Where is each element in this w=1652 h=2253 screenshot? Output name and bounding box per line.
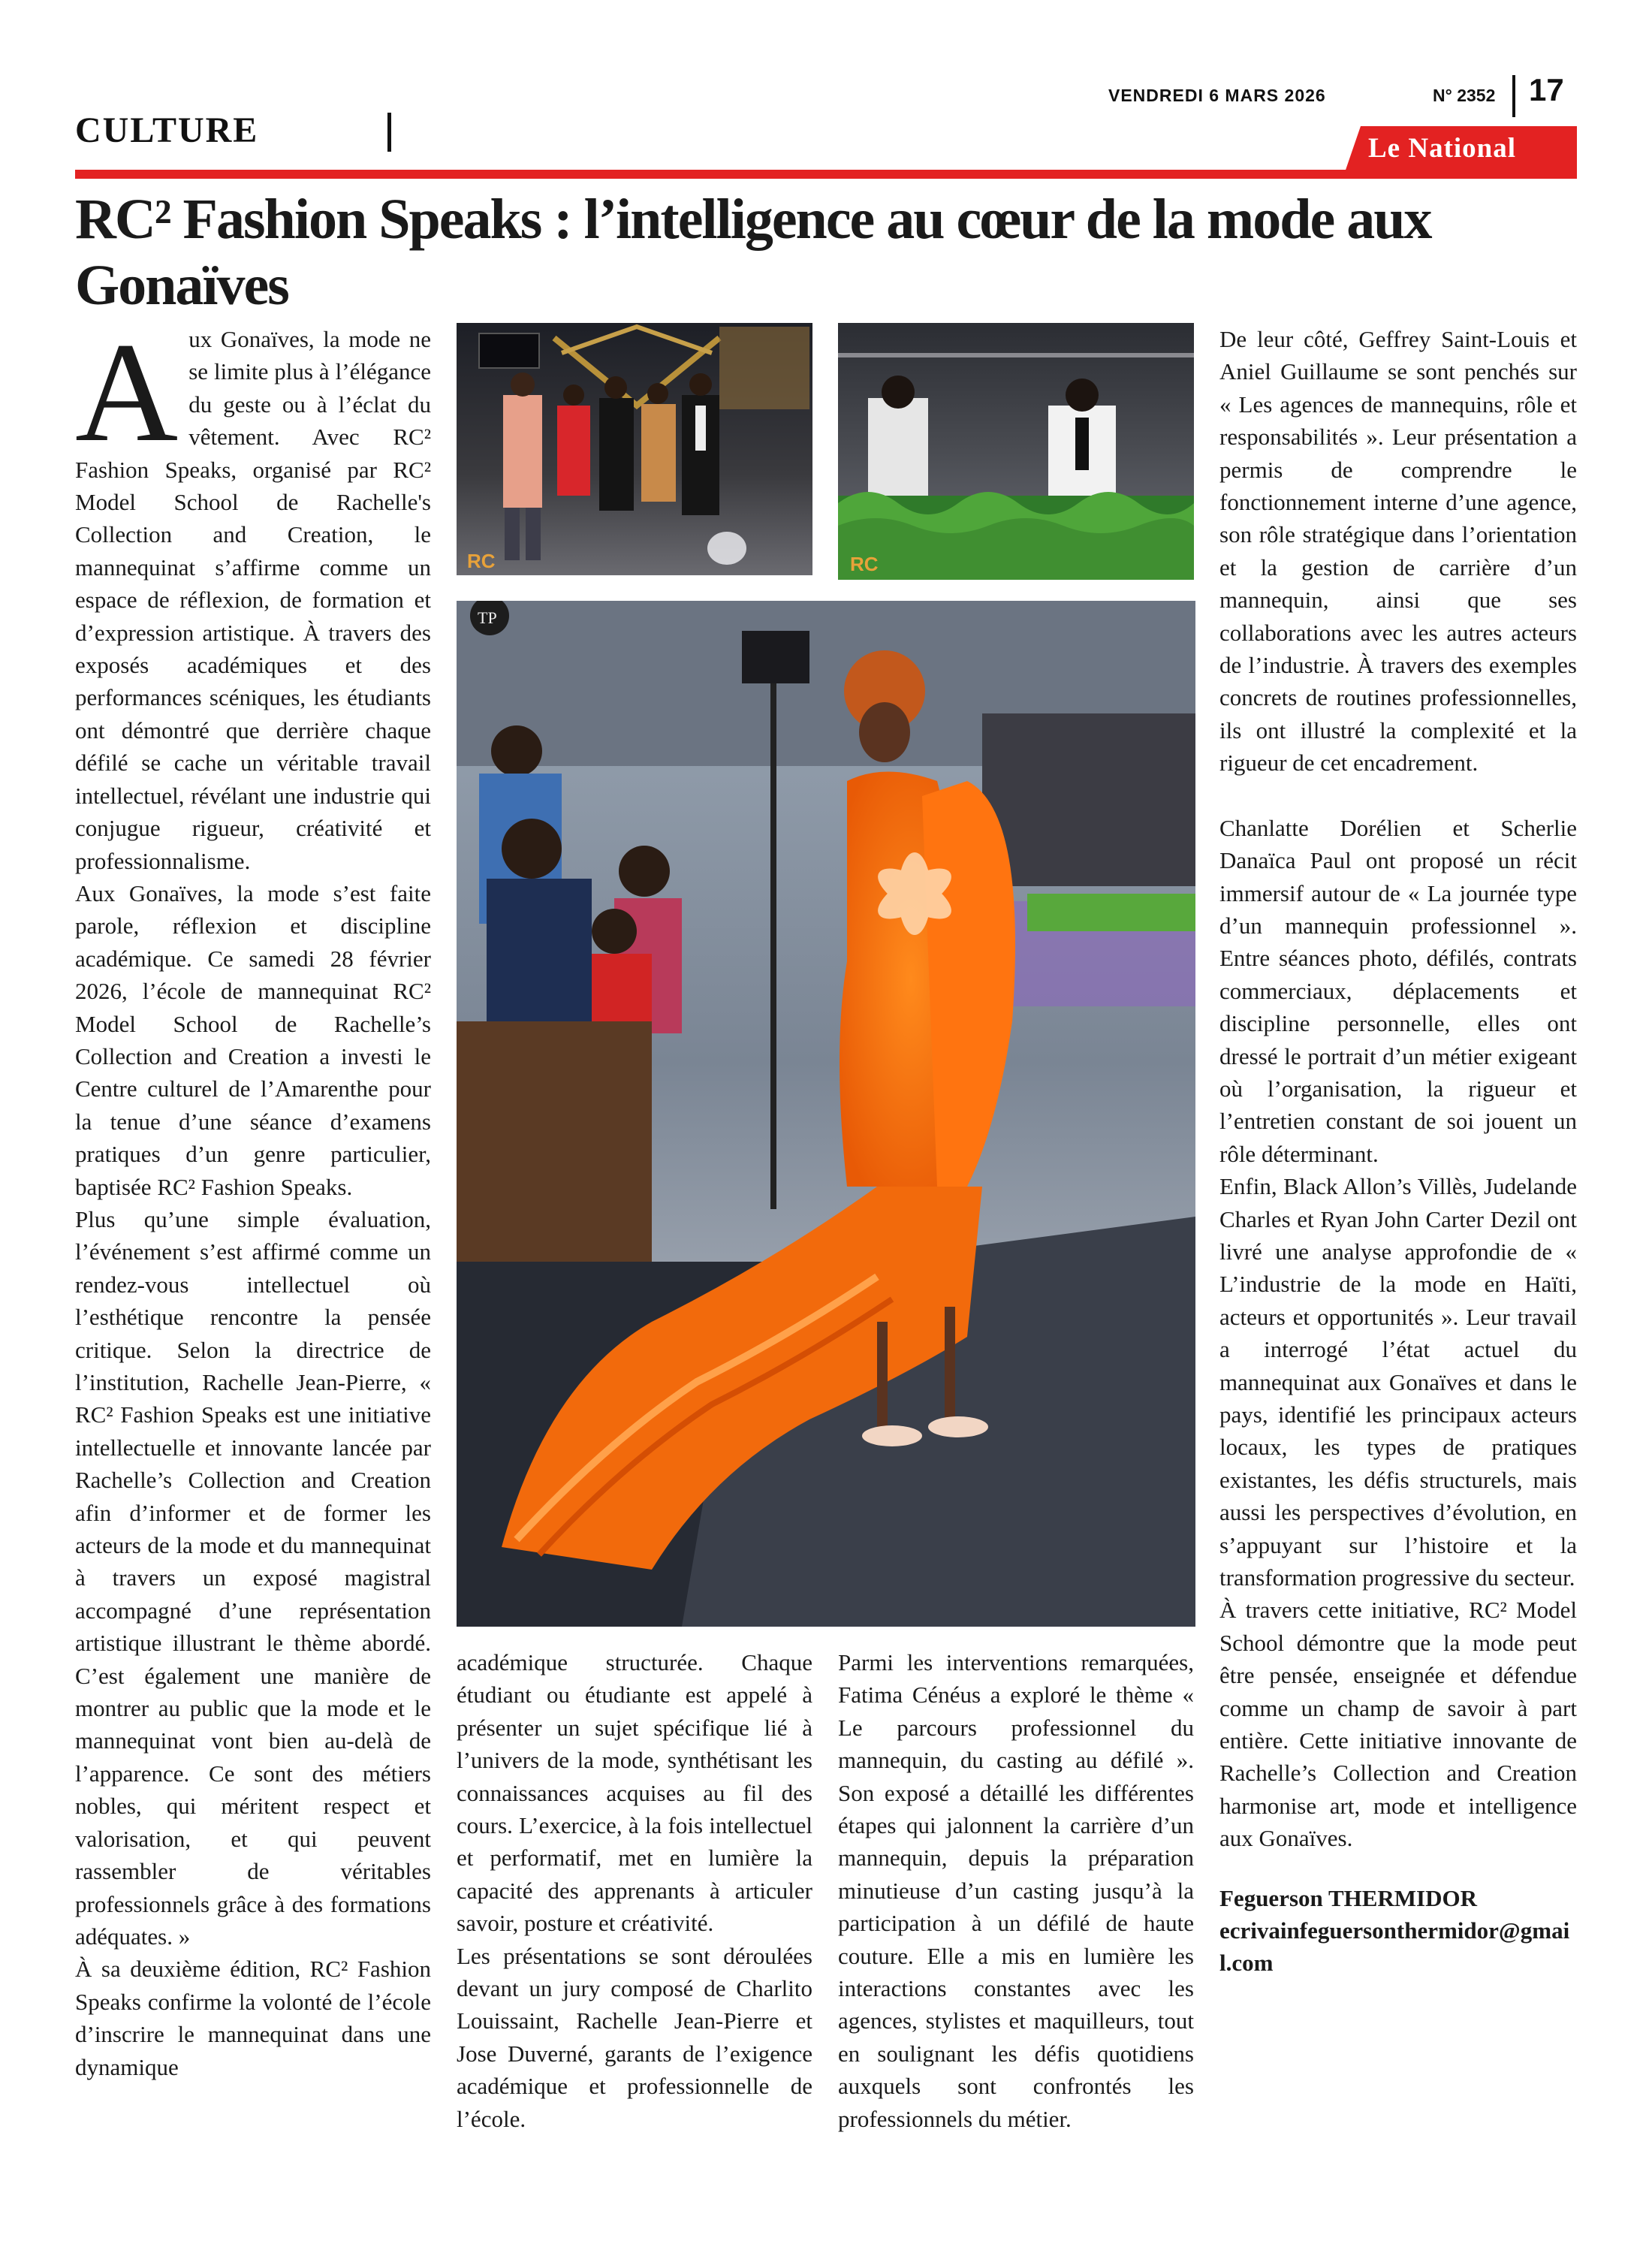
- article-column-4: [1219, 323, 1577, 1979]
- drop-cap: A: [75, 314, 179, 472]
- byline: [1219, 1882, 1577, 1979]
- author-email[interactable]: ecrivainfeguersonthermidor@gmail.com: [1219, 1917, 1570, 1976]
- photo-watermark: TP: [478, 608, 497, 627]
- paragraph: académique structurée. Chaque étudiant ou étudiante est appelé à présenter un sujet spécifique lié à l’univers de la mode, synthétisant les connaissances acquises au fil des cours. L’exercice, à la fois intellectuel et performatif, met en lumière la capacité des apprenants à articuler savoir, posture et créativité.: [457, 1649, 812, 1937]
- page-number: 17: [1529, 72, 1564, 107]
- section-divider: [387, 113, 391, 152]
- paragraph: Parmi les interventions remarquées, Fatima Cénéus a exploré le thème « Le parcours professionnel du mannequin, du casting au défilé ». Son exposé a détaillé les différentes étapes qui jalonnent la carrière d’un mannequin, depuis la préparation minutieuse d’un casting jusqu’à la participation à un défilé de haute couture. Elle a mis en lumière les interactions constantes avec les agences, stylistes et maquilleurs, tout en soulignant les défis quotidiens auxquels sont confrontés les professionnels du métier.: [838, 1649, 1194, 2132]
- runway-model-photo: [457, 601, 1195, 1627]
- paragraph: Enfin, Black Allon’s Villès, Judelande Charles et Ryan John Carter Dezil ont livré une analyse approfondie de « L’industrie de la mode en Haïti, acteurs et opportunités ». Leur travail a interrogé l’état actuel du mannequinat aux Gonaïves et dans le pays, identifié les principaux acteurs locaux, les types de pratiques existantes, les défis structurels, mais aussi les perspectives d’évolution, en s’appuyant sur l’histoire et la transformation progressive du secteur.: [1219, 1173, 1577, 1591]
- event-group-photo: [457, 323, 812, 575]
- masthead-title: Le National: [1368, 133, 1517, 164]
- paragraph: Plus qu’une simple évaluation, l’événement s’est affirmé comme un rendez-vous intellectuel où l’esthétique rencontre la pensée critique. Selon la directrice de l’institution, Rachelle Jean-Pierre, « RC² Fashion Speaks est une initiative intellectuelle et innovante lancée par Rachelle’s Collection and Creation afin d’informer et de former les acteurs de la mode et du mannequinat à travers un exposé magistral accompagné d’une représentation artistique illustrant le thème abordé. C’est également une manière de montrer au public que la mode et le mannequinat vont bien au-delà de l’apparence. Ce sont des métiers nobles, qui méritent respect et valorisation, et qui peuvent rassembler de véritables professionnels grâce à des formations adéquates. »: [75, 1205, 431, 1950]
- article-column-2: [457, 1646, 812, 2135]
- paragraph: ux Gonaïves, la mode ne se limite plus à l’élégance du geste ou à l’éclat du vêtement. Avec RC² Fashion Speaks, organisé par RC² Model School de Rachelle's Collection and Creation, le mannequinat s’affirme comme un espace de réflexion, de formation et d’expression artistique. À travers des exposés académiques et des performances scéniques, les étudiants ont démontré que derrière chaque défilé se cache un véritable travail intellectuel, révélant une industrie qui conjugue rigueur, créativité et professionnalisme.: [75, 326, 431, 874]
- author-name: Feguerson THERMIDOR: [1219, 1884, 1478, 1911]
- dateline: VENDREDI 6 MARS 2026: [1108, 86, 1326, 105]
- photo-watermark: RC: [850, 553, 879, 575]
- paragraph: Chanlatte Dorélien et Scherlie Danaïca Paul ont proposé un récit immersif autour de « La journée type d’un mannequin professionnel ». Entre séances photo, défilés, contrats commerciaux, déplacements et discipline personnelle, elles ont dressé le portrait d’un métier exigeant où l’organisation, la rigueur et l’entretien constant de soi jouent un rôle déterminant.: [1219, 814, 1577, 1167]
- article-column-3: [838, 1646, 1194, 2135]
- paragraph: À travers cette initiative, RC² Model School démontre que la mode peut être pensée, enseignée et défendue comme un champ de savoir à part entière. Cette initiative innovante de Rachelle’s Collection and Creation harmonise art, mode et intelligence aux Gonaïves.: [1219, 1597, 1577, 1852]
- issue-number: N° 2352: [1433, 86, 1496, 105]
- paragraph: De leur côté, Geffrey Saint-Louis et Aniel Guillaume se sont penchés sur « Les agences de mannequins, rôle et responsabilités ». Leur présentation a permis de comprendre le fonctionnement interne d’une agence, son rôle stratégique dans l’orientation et la gestion de carrière d’un mannequin, ainsi que ses collaborations avec les autres acteurs de l’industrie. À travers des exemples concrets de routines professionnelles, ils ont illustré la complexité et la rigueur de cet encadrement.: [1219, 326, 1577, 777]
- paragraph: Aux Gonaïves, la mode s’est faite parole, réflexion et discipline académique. Ce samedi 28 février 2026, l’école de mannequinat RC² Model School de Rachelle’s Collection and Creation a investi le Centre culturel de l’Amarenthe pour la tenue d’une séance d’examens pratiques d’un genre particulier, baptisée RC² Fashion Speaks.: [75, 879, 431, 1200]
- photo-watermark: RC: [467, 550, 496, 572]
- page-divider: [1512, 75, 1515, 117]
- paragraph: À sa deuxième édition, RC² Fashion Speaks confirme la volonté de l’école d’inscrire le mannequinat dans une dynamique: [75, 1956, 431, 2080]
- paragraph: Les présentations se sont déroulées devant un jury composé de Charlito Louissaint, Rachelle Jean-Pierre et Jose Duverné, garants de l’exigence académique et professionnelle de l’école.: [457, 1942, 812, 2132]
- article-column-1: [75, 314, 431, 2083]
- section-label: CULTURE: [75, 110, 259, 150]
- jury-panel-photo: [838, 323, 1194, 580]
- article-headline: RC² Fashion Speaks : l’intelligence au cœur de la mode aux Gonaïves: [75, 188, 1431, 317]
